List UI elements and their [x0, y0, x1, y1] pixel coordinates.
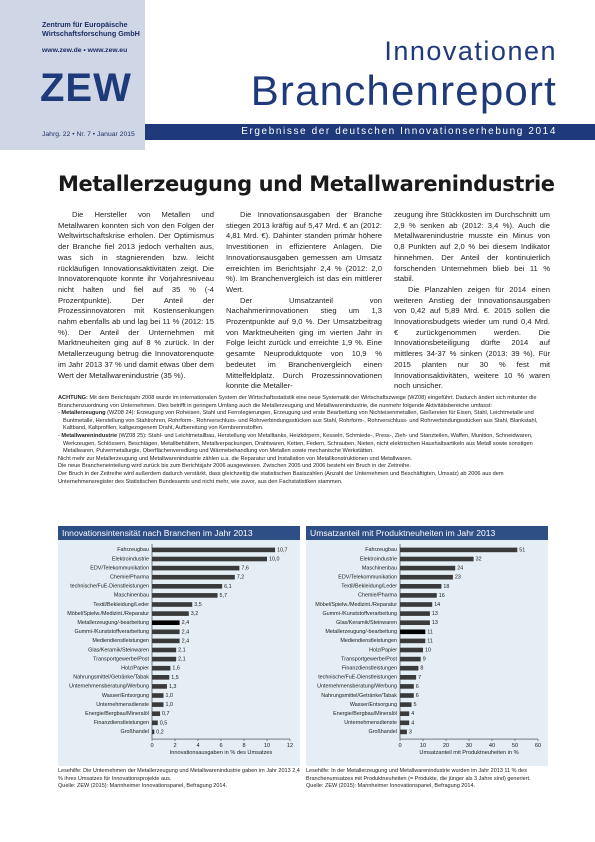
category-label-maschinenbau: Maschinenbau — [113, 592, 149, 599]
note-item-metallerzeugung: - Metallerzeugung (WZ08 24): Erzeugung von Roheisen, Stahl und Ferrolegierungen, Erzeugung und erste Bearbeitung von Nichteisenmetallen, Gießereien für Eisen, Stahl, Leichtmetalle und Buntmetalle, Herstellung von Stahlrohren, Rohrform-, Rohrverschluss- und Rohrverbindungsstücken aus Stahl, Rohrform-, Rohrverschluss- und Rohrverbindungsstücken aus Stahl, Blankstahl, Kaltband, Kaltprofilen, kaltgezogenem Draht, Aufbereitung von Kernbrennstoffen. — [58, 410, 538, 432]
value-label-möbel-spielw-medizint-reparatur: 14 — [434, 602, 441, 608]
category-label-edv-telekommunikation: EDV/Telekommunikation — [90, 565, 149, 572]
value-label-großhandel: 0,2 — [156, 729, 164, 736]
category-label-textil-bekleidung-leder: Textil/Bekleidung/Leder — [93, 601, 149, 608]
bar-holz-papier — [152, 666, 170, 671]
x-tick-label-12: 12 — [286, 743, 294, 750]
value-label-finanzdienstleistungen: 0,5 — [159, 720, 168, 727]
note-item-name: Metallwarenindustrie — [61, 432, 118, 439]
bar-chemie-pharma — [152, 575, 235, 580]
article-title: Metallerzeugung und Metallwarenindustrie — [58, 172, 555, 196]
bar-elektroindustrie — [152, 557, 267, 562]
category-label-transportgewerbe-post: Transportgewerbe/Post — [93, 656, 149, 663]
category-label-unternehmensdienste: Unternehmensdienste — [344, 720, 397, 727]
category-label-nahrungsmittel-getränke-tabak: Nahrungsmittel/Getränke/Tabak — [73, 674, 149, 681]
bar-wasser-entsorgung — [152, 693, 164, 698]
chart-caption-right — [306, 768, 548, 791]
x-tick-label-10: 10 — [419, 743, 427, 750]
x-tick-label-0: 0 — [398, 743, 402, 750]
category-label-elektroindustrie: Elektroindustrie — [111, 556, 149, 563]
x-tick-label-0: 0 — [150, 743, 154, 750]
paragraph: Der Umsatzanteil von Nachahmerinnovationen stieg um 1,3 Prozentpunkte auf 9,0 %. Der Umsatzbeitrag von Marktneuheiten ging im vierten Jahr in Folge leicht zurück und erreichte 1,9 %. Eine gesamte Neuproduktquote von 10,9 % bedeutet im Branchenvergleich einen Mittelfeldplatz. Durch Prozessinnovationen konnte die Metaller- — [226, 295, 382, 391]
masthead-sidebar — [0, 0, 145, 150]
value-label-chemie-pharma: 7,2 — [236, 574, 245, 581]
value-label-elektroindustrie: 32 — [475, 556, 482, 563]
value-label-textil-bekleidung-leder: 18 — [443, 583, 450, 590]
value-label-energie-bergbau-mineralöl: 0,7 — [162, 711, 170, 718]
bar-großhandel — [400, 730, 407, 735]
value-label-mediendienstleistungen: 2,4 — [181, 638, 190, 645]
bar-transportgewerbe-post — [152, 657, 176, 662]
article-column-2 — [226, 210, 382, 392]
value-label-unternehmensdienste: 1,0 — [165, 702, 173, 709]
note-item-text: (WZ08 24): Erzeugung von Roheisen, Stahl und Ferrolegierungen, Erzeugung und erste Bearbeitung von Nichteisenmetallen, Gießereien für Eisen, Stahl, Leichtmetalle und Buntmetalle, Herstellung von Stahlrohren, Rohrform-, Rohrverschluss- und Rohrverbindungsstücken aus Stahl, Rohrform-, Rohrverschluss- und Rohrverbindungsstücken aus Stahl, Blankstahl, Kaltband, Kaltprofilen, kaltgezogenem Draht, Aufbereitung von Kernbrennstoffen. — [63, 410, 538, 432]
category-label-wasser-entsorgung: Wasser/Entsorgung — [349, 701, 397, 708]
article-body — [58, 210, 550, 392]
bar-chemie-pharma — [400, 593, 437, 598]
value-label-finanzdienstleistungen: 8 — [420, 665, 424, 672]
value-label-großhandel: 3 — [408, 729, 412, 736]
article-column-1 — [58, 210, 214, 392]
note-outro-1: Nicht mehr zur Metallerzeugung und Metallwarenindustrie zählen u.a. die Reparatur und Installation von Metallkonstruktionen und Metallwaren. — [58, 455, 413, 462]
issue-info: Jahrg. 22 • Nr. 7 • Januar 2015 — [42, 131, 135, 138]
bar-unternehmensdienste — [152, 702, 164, 707]
caption-text: Lesehilfe: In der Metallerzeugung und Metallwarenindustrie wurden im Jahr 2013 11 % des Branchenumsatzes mit Produktneuheiten (= Produkte, die jünger als 3 Jahre sind) generiert. — [306, 768, 531, 782]
note-item-name: Metallerzeugung — [61, 410, 106, 417]
note-item-text: (WZ08 25): Stahl- und Leichtmetallbau, Herstellung von Metalltanks, Heizkörpern, Kesseln, Schmiede-, Press-, Zieh- und Stanzteilen, Waffen, Munition, Schneidwaren, Werkzeugen, Schlössern, Beschlägen, Metallbehältern, Metallverpackungen, Drahtwaren, Ketten, Federn, Schrauben, Nieten, nicht elektrischen Haushaltsartikeln aus Metall sowie sonstigen Metallwaren, Pulvermetallurgie, Oberflächenveredlung und Wärmebehandlung von Metallen sowie mechanische Werkstätten. — [63, 432, 533, 455]
institute-name: Zentrum für Europäische Wirtschaftsforschung GmbH — [42, 20, 140, 38]
category-label-unternehmensberatung-werbung: Unternehmensberatung/Werbung — [69, 683, 149, 690]
x-tick-label-30: 30 — [465, 743, 473, 750]
value-label-edv-telekommunikation: 23 — [454, 574, 461, 581]
bar-energie-bergbau-mineralöl — [152, 711, 160, 716]
chart-product-novelty-share — [306, 526, 548, 766]
bar-transportgewerbe-post — [400, 657, 421, 662]
bar-wasser-entsorgung — [400, 702, 412, 707]
bar-textil-bekleidung-leder — [152, 602, 192, 607]
category-label-nahrungsmittel-getränke-tabak: Nahrungsmittel/Getränke/Tabak — [321, 692, 397, 699]
category-label-wasser-entsorgung: Wasser/Entsorgung — [101, 692, 149, 699]
x-axis-title: Umsatzanteil mit Produktneuheiten in % — [419, 750, 519, 757]
x-tick-label-4: 4 — [196, 743, 200, 750]
category-label-transportgewerbe-post: Transportgewerbe/Post — [341, 656, 397, 663]
note-item-metallwaren: - Metallwarenindustrie (WZ08 25): Stahl- und Leichtmetallbau, Herstellung von Metalltanks, Heizkörpern, Kesseln, Schmiede-, Press-, Zieh- und Stanzteilen, Waffen, Munition, Schneidwaren, Werkzeugen, Schlössern, Beschlägen, Metallbehältern, Metallverpackungen, Drahtwaren, Ketten, Federn, Schrauben, Nieten, nicht elektrischen Haushaltsartikeln aus Metall sowie sonstigen Metallwaren, Pulvermetallurgie, Oberflächenveredlung und Wärmebehandlung von Metallen sowie mechanische Werkstätten. — [58, 432, 533, 455]
value-label-holz-papier: 10 — [425, 647, 431, 654]
category-label-fahrzeugbau: Fahrzeugbau — [365, 547, 397, 554]
chart-innovation-intensity-plot — [58, 540, 300, 766]
publication-kicker: Innovationen — [384, 36, 557, 66]
category-label-energie-bergbau-mineralöl: Energie/Bergbau/Mineralöl — [333, 711, 397, 717]
bar-edv-telekommunikation — [152, 566, 239, 571]
category-label-fahrzeugbau: Fahrzeugbau — [117, 547, 149, 554]
category-label-metallerzeugung-bearbeitung: Metallerzeugung/-bearbeitung — [77, 620, 149, 626]
category-label-gummi-kunststoffverarbeitung: Gummi-/Kunststoffverarbeitung — [74, 629, 149, 636]
value-label-nahrungsmittel-getränke-tabak: 6 — [415, 693, 419, 699]
category-label-finanzdienstleistungen: Finanzdienstleistungen — [93, 720, 149, 727]
category-label-möbel-spielw-medizint-reparatur: Möbel/Spielw./Medizint./Reparatur — [315, 601, 397, 608]
category-label-chemie-pharma: Chemie/Pharma — [110, 574, 149, 581]
category-label-edv-telekommunikation: EDV/Telekommunikation — [338, 574, 397, 581]
bar-energie-bergbau-mineralöl — [400, 711, 409, 716]
value-label-nahrungsmittel-getränke-tabak: 1,5 — [171, 674, 179, 681]
category-label-mediendienstleistungen: Mediendienstleistungen — [92, 638, 149, 645]
value-label-fahrzeugbau: 10,7 — [277, 547, 288, 554]
bar-fahrzeugbau — [152, 548, 275, 553]
paragraph: zeugung ihre Stückkosten im Durchschnitt um 2,9 % senken ab (2012: 3,4 %). Auch die Metallwarenindustrie musste ein Minus von 0,8 Punkten auf 2,0 % bei diesem Indikator hinnehmen. Der Anteil der kontinuierlich forschenden Unternehmen blieb bei 11 % stabil. — [394, 210, 550, 284]
bar-maschinenbau — [152, 593, 218, 598]
x-tick-label-20: 20 — [442, 743, 450, 750]
value-label-technische-fue-dienstleistungen: 6,1 — [224, 583, 232, 590]
value-label-fahrzeugbau: 51 — [519, 547, 526, 554]
category-label-holz-papier: Holz/Papier — [121, 665, 149, 672]
x-axis-title: Innovationsausgaben in % des Umsatzes — [169, 750, 273, 757]
note-label: ACHTUNG: — [58, 395, 88, 401]
bar-unternehmensberatung-werbung — [152, 684, 167, 689]
bar-nahrungsmittel-getränke-tabak — [400, 693, 414, 698]
category-label-metallerzeugung-bearbeitung: Metallerzeugung/-bearbeitung — [325, 629, 397, 636]
value-label-textil-bekleidung-leder: 3,5 — [194, 602, 202, 608]
bar-glas-keramik-steinwaren — [152, 648, 176, 653]
bar-unternehmensberatung-werbung — [400, 684, 414, 689]
category-label-maschinenbau: Maschinenbau — [361, 565, 397, 572]
bar-fahrzeugbau — [400, 548, 517, 553]
publication-subtitle: Ergebnisse der deutschen Innovationserhebung 2014 — [241, 126, 557, 137]
category-label-möbel-spielw-medizint-reparatur: Möbel/Spielw./Medizint./Reparatur — [67, 610, 149, 617]
paragraph: Die Innovationsausgaben der Branche stiegen 2013 kräftig auf 5,47 Mrd. € an (2012: 4,81 Mrd. €). Dahinter standen primär höhere Investitionen in effizientere Anlagen. Die Innovationsausgaben gemessen am Umsatz erreichten im Berichtsjahr 2,4 % (2012: 2,0 %). Im Branchenvergleich ist das ein mittlerer Wert. — [226, 210, 382, 294]
zew-logo: ZEW — [40, 66, 132, 110]
bar-textil-bekleidung-leder — [400, 584, 441, 589]
bar-glas-keramik-steinwaren — [400, 620, 430, 625]
bar-unternehmensdienste — [400, 721, 409, 726]
subtitle-band — [145, 124, 595, 140]
methodology-note — [58, 395, 550, 486]
bar-maschinenbau — [400, 566, 455, 571]
value-label-holz-papier: 1,6 — [172, 665, 180, 672]
bar-finanzdienstleistungen — [152, 721, 158, 726]
note-list — [58, 410, 550, 456]
x-tick-label-40: 40 — [488, 743, 496, 750]
bar-möbel-spielw-medizint-reparatur — [400, 602, 432, 607]
value-label-wasser-entsorgung: 5 — [413, 702, 417, 709]
category-label-chemie-pharma: Chemie/Pharma — [358, 592, 397, 599]
category-label-glas-keramik-steinwaren: Glas/Keramik/Steinwaren — [88, 647, 149, 654]
bar-edv-telekommunikation — [400, 575, 453, 580]
x-tick-label-8: 8 — [242, 743, 246, 750]
bar-nahrungsmittel-getränke-tabak — [152, 675, 169, 680]
value-label-edv-telekommunikation: 7,6 — [241, 565, 249, 572]
value-label-technische-fue-dienstleistungen: 7 — [418, 674, 422, 681]
chart-title: Innovationsintensität nach Branchen im Jahr 2013 — [58, 526, 300, 540]
value-label-mediendienstleistungen: 11 — [427, 638, 433, 645]
value-label-maschinenbau: 5,7 — [219, 592, 228, 599]
category-label-energie-bergbau-mineralöl: Energie/Bergbau/Mineralöl — [85, 711, 149, 717]
category-label-textil-bekleidung-leder: Textil/Bekleidung/Leder — [341, 583, 397, 590]
category-label-gummi-kunststoffverarbeitung: Gummi-/Kunststoffverarbeitung — [322, 610, 397, 617]
value-label-chemie-pharma: 16 — [438, 592, 445, 599]
value-label-möbel-spielw-medizint-reparatur: 3,2 — [190, 611, 199, 618]
category-label-elektroindustrie: Elektroindustrie — [359, 556, 397, 563]
category-label-unternehmensdienste: Unternehmensdienste — [96, 701, 149, 708]
category-label-mediendienstleistungen: Mediendienstleistungen — [340, 638, 397, 645]
value-label-gummi-kunststoffverarbeitung: 2,4 — [181, 629, 190, 636]
x-tick-label-50: 50 — [511, 743, 519, 750]
paragraph: Die Planzahlen zeigen für 2014 einen weiteren Anstieg der Innovationsausgaben von 0,42 auf 5,89 Mrd. €. 2015 sollen die Innovationsbudgets wieder um rund 0,4 Mrd. € zurückgenommen werden. Die Innovationsbeteiligung dürfte 2014 auf mittleres 34-37 % sinken (2013: 39 %). Für 2015 planten nur 30 % fest mit Innovationsaktivitäten, weitere 10 % waren noch unsicher. — [394, 284, 550, 391]
note-outro-3: Der Bruch in der Zeitreihe wird außerdem dadurch verstärkt, dass gleichzeitig die statistischen Basiszahlen (Anzahl der Unternehmen und Beschäftigten, Umsatz) ab 2006 aus dem Unternehmensregister des Statistischen Bundesamts und nicht mehr, wie zuvor, aus den Fachstatistiken stammen. — [58, 470, 504, 485]
note-intro-text: Mit dem Berichtsjahr 2008 wurde im internationalen System der Wirtschaftsstatistik eine neue Systematik der Wirtschaftszweige (WZ08) eingeführt. Dadurch ändert sich mitunter die Branchenzuordnung von Unternehmen. Dies betrifft in geringem Umfang auch die Metallerzeugung und Metallwarenindustrie, die nunmehr folgende Aktivitätsbereiche umfasst: — [58, 395, 537, 409]
value-label-unternehmensdienste: 4 — [411, 720, 415, 727]
chart-caption-left — [58, 768, 300, 791]
category-label-technische-fue-dienstleistungen: technische/FuE-Dienstleistungen — [70, 583, 149, 590]
bar-gummi-kunststoffverarbeitung — [152, 630, 180, 635]
bar-mediendienstleistungen — [400, 639, 425, 644]
bar-mediendienstleistungen — [152, 639, 180, 644]
category-label-unternehmensberatung-werbung: Unternehmensberatung/Werbung — [317, 683, 397, 690]
value-label-unternehmensberatung-werbung: 6 — [415, 683, 419, 690]
note-outro-2: Die neue Brancheneinteilung wird zurück bis zum Berichtsjahr 2006 ausgewiesen. Zwischen 2005 und 2006 besteht ein Bruch in der Zeitreihe. — [58, 463, 411, 470]
value-label-unternehmensberatung-werbung: 1,3 — [168, 683, 177, 690]
note-intro — [58, 395, 550, 410]
category-label-glas-keramik-steinwaren: Glas/Keramik/Steinwaren — [336, 620, 397, 626]
x-tick-label-6: 6 — [219, 743, 223, 750]
paragraph: Die Hersteller von Metallen und Metallwaren konnten sich von den Folgen der Weltwirtschaftskrise erholen. Der Optimismus der Branche fiel 2013 jedoch verhalten aus, was sich in stagnierenden bzw. leicht rückläufigen Innovationsaktivitäten zeigt. Die Innovatorenquote konnte ihr Vorjahresniveau nicht halten und fiel auf 35 % (-4 Prozentpunkte). Der Anteil der Prozessinnovatoren mit Kostensenkungen nahm ebenfalls ab und lag bei 11 % (2012: 15 %). Der Anteil der Unternehmen mit Marktneuheiten ging auf 8 % zurück. In der Metallerzeugung betrug die Innovatorenquote im Jahr 2013 37 % und damit etwas über dem Wert der Metallwarenindustrie (35 %). — [58, 210, 214, 380]
website-links: www.zew.de • www.zew.eu — [42, 47, 128, 54]
bar-metallerzeugung-bearbeitung — [400, 630, 425, 635]
value-label-gummi-kunststoffverarbeitung: 13 — [431, 611, 438, 618]
chart-innovation-intensity — [58, 526, 300, 766]
bar-großhandel — [152, 730, 154, 735]
chart-product-novelty-share-plot — [306, 540, 548, 766]
category-label-großhandel: Großhandel — [120, 729, 149, 736]
x-tick-label-2: 2 — [173, 743, 177, 750]
masthead — [0, 0, 595, 150]
value-label-metallerzeugung-bearbeitung: 11 — [427, 629, 433, 636]
x-tick-label-60: 60 — [534, 743, 542, 750]
publication-title: Branchenreport — [250, 67, 557, 114]
chart-title: Umsatzanteil mit Produktneuheiten im Jahr 2013 — [306, 526, 548, 540]
value-label-energie-bergbau-mineralöl: 4 — [411, 711, 415, 718]
bar-technische-fue-dienstleistungen — [152, 584, 222, 589]
caption-source: Quelle: ZEW (2015): Mannheimer Innovationspanel, Befragung 2014. — [58, 783, 228, 790]
bar-elektroindustrie — [400, 557, 474, 562]
bar-finanzdienstleistungen — [400, 666, 418, 671]
category-label-technische-fue-dienstleistungen: technische/FuE-Dienstleistungen — [318, 674, 397, 681]
bar-metallerzeugung-bearbeitung — [152, 620, 180, 625]
category-label-großhandel: Großhandel — [368, 729, 397, 736]
value-label-glas-keramik-steinwaren: 13 — [431, 620, 438, 627]
value-label-glas-keramik-steinwaren: 2,1 — [178, 647, 186, 654]
article-column-3 — [394, 210, 550, 392]
value-label-wasser-entsorgung: 1,0 — [165, 693, 173, 699]
value-label-transportgewerbe-post: 2,1 — [178, 656, 186, 663]
value-label-elektroindustrie: 10,0 — [269, 556, 280, 563]
x-tick-label-10: 10 — [263, 743, 271, 750]
caption-source: Quelle: ZEW (2015): Mannheimer Innovationspanel, Befragung 2014. — [306, 783, 476, 790]
value-label-metallerzeugung-bearbeitung: 2,4 — [181, 620, 190, 627]
bar-möbel-spielw-medizint-reparatur — [152, 611, 189, 616]
value-label-transportgewerbe-post: 9 — [422, 656, 426, 663]
bar-holz-papier — [400, 648, 423, 653]
caption-text: Lesehilfe: Die Unternehmen der Metallerzeugung und Metallwarenindustrie gaben im Jahr 2013 2,4 % ihres Umsatzes für Innovationsprojekte aus. — [58, 768, 300, 782]
category-label-finanzdienstleistungen: Finanzdienstleistungen — [341, 665, 397, 672]
bar-gummi-kunststoffverarbeitung — [400, 611, 430, 616]
bar-technische-fue-dienstleistungen — [400, 675, 416, 680]
value-label-maschinenbau: 24 — [457, 565, 464, 572]
category-label-holz-papier: Holz/Papier — [369, 647, 397, 654]
